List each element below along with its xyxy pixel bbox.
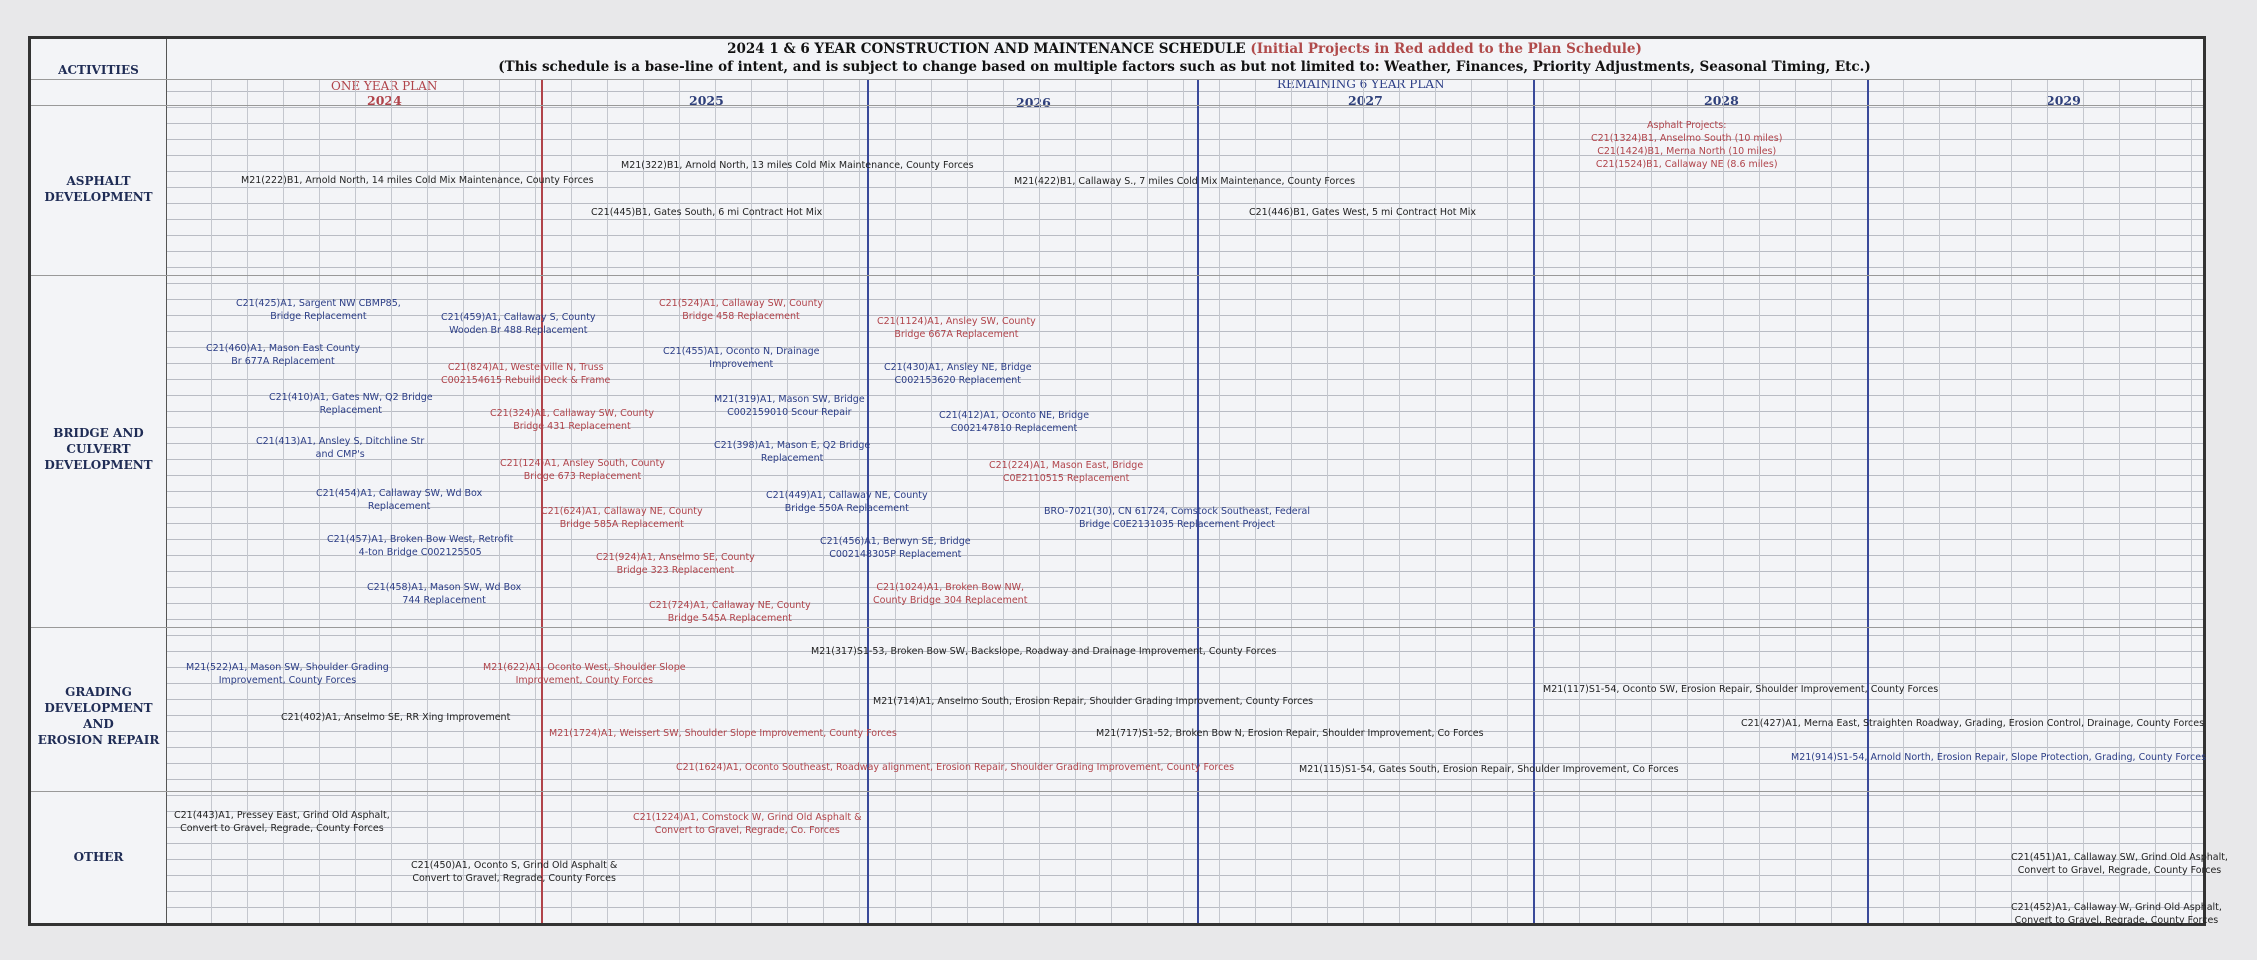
- year-divider-line: [1867, 79, 1869, 923]
- grid-row-line: [166, 635, 2203, 636]
- grid-col-line: [1939, 79, 1940, 923]
- project-label: C21(402)A1, Anselmo SE, RR Xing Improvement: [281, 712, 511, 723]
- title-text: 2024 1 & 6 YEAR CONSTRUCTION AND MAINTENANCE SCHEDULE: [727, 41, 1246, 57]
- project-line: Bridge C0E2131035 Replacement Project: [1079, 519, 1275, 530]
- grid-col-line: [1723, 79, 1724, 923]
- grid-row-line: [166, 811, 2203, 812]
- activity-other-line1: OTHER: [73, 850, 124, 864]
- bridge-project-label: [441, 361, 610, 387]
- project-line: M21(522)A1, Mason SW, Shoulder Grading: [186, 662, 389, 673]
- project-line: Replacement: [760, 453, 824, 464]
- grid-col-line: [1543, 79, 1544, 923]
- grid-row-line: [166, 427, 2203, 428]
- project-label: M21(914)S1-54, Arnold North, Erosion Repair, Slope Protection, Grading, County Forces: [1791, 752, 2207, 763]
- bridge-project-label: [649, 599, 811, 625]
- activity-asphalt-line1: ASPHALT: [66, 174, 131, 188]
- project-line: 4-ton Bridge C002125505: [358, 547, 482, 558]
- section-divider: [31, 105, 2203, 106]
- grid-col-line: [571, 79, 572, 923]
- grid-row-line: [166, 747, 2203, 748]
- project-line: Convert to Gravel, Regrade, County Forces: [180, 823, 384, 834]
- project-line: Replacement: [367, 501, 431, 512]
- project-line: M21(319)A1, Mason SW, Bridge: [714, 394, 865, 405]
- project-line: 744 Replacement: [402, 595, 486, 606]
- activity-bridge-line1: BRIDGE AND: [53, 426, 144, 440]
- activity-bridge-line3: DEVELOPMENT: [44, 458, 153, 472]
- asphalt-note-line: C21(1324)B1, Anselmo South (10 miles): [1591, 133, 1783, 144]
- bridge-project-label: [206, 342, 360, 368]
- grid-row-line: [166, 283, 2203, 284]
- grid-col-line: [1651, 79, 1652, 923]
- bridge-project-label: [939, 409, 1089, 435]
- project-line: C21(924)A1, Anselmo SE, County: [596, 552, 755, 563]
- project-label: [186, 661, 389, 687]
- grid-row-line: [166, 347, 2203, 348]
- project-line: C21(398)A1, Mason E, Q2 Bridge: [714, 440, 871, 451]
- grid-col-line: [1759, 79, 1760, 923]
- bridge-project-label: [316, 487, 482, 513]
- grid-col-line: [967, 79, 968, 923]
- project-line: Br 677A Replacement: [231, 356, 335, 367]
- project-line: C0E2110515 Replacement: [1002, 473, 1130, 484]
- project-label: C21(445)B1, Gates South, 6 mi Contract Hot Mix: [591, 207, 823, 218]
- grid-row-line: [166, 91, 2203, 92]
- project-line: Convert to Gravel, Regrade, County Forces: [2014, 915, 2219, 926]
- grid-row-line: [166, 411, 2203, 412]
- year-2024: 2024: [367, 93, 402, 108]
- year-divider-line: [1533, 79, 1535, 923]
- year-divider-line: [541, 79, 543, 923]
- grid-row-line: [166, 459, 2203, 460]
- grid-col-line: [1579, 79, 1580, 923]
- grid-col-line: [1003, 79, 1004, 923]
- grid-row-line: [166, 779, 2203, 780]
- grid-col-line: [1687, 79, 1688, 923]
- activity-grading: [31, 684, 166, 748]
- year-2027: 2027: [1348, 93, 1383, 108]
- project-line: C002153620 Replacement: [894, 375, 1022, 386]
- project-line: M21(622)A1, Oconto West, Shoulder Slope: [483, 662, 686, 673]
- project-label: M21(1724)A1, Weissert SW, Shoulder Slope Improvement, County Forces: [549, 728, 897, 739]
- project-line: C21(458)A1, Mason SW, Wd Box: [367, 582, 522, 593]
- project-label: C21(446)B1, Gates West, 5 mi Contract Hot Mix: [1249, 207, 1477, 218]
- bridge-project-label: [663, 345, 820, 371]
- project-line: C21(460)A1, Mason East County: [206, 343, 361, 354]
- bridge-project-label: [659, 297, 823, 323]
- year-2025: 2025: [689, 93, 724, 108]
- project-label: M21(717)S1-52, Broken Bow N, Erosion Repair, Shoulder Improvement, Co Forces: [1096, 728, 1484, 739]
- grid-col-line: [2119, 79, 2120, 923]
- bridge-project-label: [269, 391, 433, 417]
- project-line: Bridge Replacement: [270, 311, 367, 322]
- bridge-project-label: [490, 407, 654, 433]
- activity-bridge-line2: CULVERT: [66, 442, 131, 456]
- project-label: M21(222)B1, Arnold North, 14 miles Cold Mix Maintenance, County Forces: [241, 175, 594, 186]
- grid-col-line: [1507, 79, 1508, 923]
- project-label: M21(317)S1-53, Broken Bow SW, Backslope, Roadway and Drainage Improvement, County Forces: [811, 646, 1277, 657]
- grid-row-line: [166, 827, 2203, 828]
- grid-col-line: [283, 79, 284, 923]
- activity-asphalt: [31, 173, 166, 205]
- project-line: Bridge 458 Replacement: [682, 311, 800, 322]
- year-2028: 2028: [1704, 93, 1739, 108]
- grid-col-line: [499, 79, 500, 923]
- project-line: C21(456)A1, Berwyn SE, Bridge: [820, 536, 971, 547]
- bridge-project-label: [596, 551, 755, 577]
- project-line: C21(425)A1, Sargent NW CBMP85,: [236, 298, 401, 309]
- project-line: C002148305P Replacement: [829, 549, 962, 560]
- bridge-project-label: [367, 581, 521, 607]
- asphalt-note-line: C21(1524)B1, Callaway NE (8.6 miles): [1595, 159, 1778, 170]
- bridge-project-label: [884, 361, 1032, 387]
- activity-asphalt-line2: DEVELOPMENT: [44, 190, 153, 204]
- project-line: C21(457)A1, Broken Bow West, Retrofit: [327, 534, 514, 545]
- project-label: M21(322)B1, Arnold North, 13 miles Cold Mix Maintenance, County Forces: [621, 160, 974, 171]
- grid-col-line: [1039, 79, 1040, 923]
- activity-grading-line1: GRADING: [65, 685, 132, 699]
- grid-col-line: [2047, 79, 2048, 923]
- grid-row-line: [166, 475, 2203, 476]
- project-line: C21(452)A1, Callaway W, Grind Old Asphalt,: [2011, 902, 2222, 913]
- grid-row-line: [166, 139, 2203, 140]
- year-divider-line: [1197, 79, 1199, 923]
- project-line: C002154615 Rebuild Deck & Frame: [441, 375, 611, 386]
- grid-row-line: [166, 123, 2203, 124]
- project-line: Bridge 667A Replacement: [894, 329, 1019, 340]
- project-line: C002147810 Replacement: [950, 423, 1078, 434]
- bridge-project-label: [714, 393, 865, 419]
- section-divider: [31, 79, 2203, 80]
- grid-col-line: [2011, 79, 2012, 923]
- project-line: Replacement: [319, 405, 383, 416]
- project-label: [174, 809, 390, 835]
- grid-col-line: [1183, 79, 1184, 923]
- grid-row-line: [166, 843, 2203, 844]
- bridge-project-label: [714, 439, 870, 465]
- project-line: C21(443)A1, Pressey East, Grind Old Asphalt,: [174, 810, 390, 821]
- project-label: [411, 859, 617, 885]
- activity-other: [31, 849, 166, 865]
- grid-row-line: [166, 203, 2203, 204]
- grid-col-line: [1111, 79, 1112, 923]
- grid-col-line: [931, 79, 932, 923]
- bridge-project-label: [877, 315, 1036, 341]
- project-label: [2011, 851, 2228, 877]
- project-line: Bridge 550A Replacement: [784, 503, 909, 514]
- activity-grading-line2: DEVELOPMENT AND: [44, 701, 153, 731]
- schedule-title: [166, 41, 2203, 57]
- project-line: C21(1024)A1, Broken Bow NW,: [876, 582, 1025, 593]
- grid-col-line: [1795, 79, 1796, 923]
- project-label: M21(117)S1-54, Oconto SW, Erosion Repair, Shoulder Improvement, County Forces: [1543, 684, 1939, 695]
- grid-row-line: [166, 571, 2203, 572]
- project-label: M21(115)S1-54, Gates South, Erosion Repair, Shoulder Improvement, Co Forces: [1299, 764, 1679, 775]
- bridge-project-label: [989, 459, 1143, 485]
- bridge-project-label: [820, 535, 971, 561]
- grid-row-line: [166, 235, 2203, 236]
- title-note: (Initial Projects in Red added to the Plan Schedule): [1250, 41, 1642, 57]
- grid-col-line: [1831, 79, 1832, 923]
- grid-col-line: [247, 79, 248, 923]
- grid-col-line: [1615, 79, 1616, 923]
- project-line: C21(430)A1, Ansley NE, Bridge: [884, 362, 1032, 373]
- bridge-project-label: [541, 505, 703, 531]
- grid-row-line: [166, 251, 2203, 252]
- bridge-project-label: [873, 581, 1027, 607]
- project-line: C21(413)A1, Ansley S, Ditchline Str: [256, 436, 425, 447]
- grid-col-line: [1903, 79, 1904, 923]
- grid-col-line: [2155, 79, 2156, 923]
- project-line: C21(724)A1, Callaway NE, County: [649, 600, 811, 611]
- project-line: C21(455)A1, Oconto N, Drainage: [663, 346, 820, 357]
- project-line: C21(451)A1, Callaway SW, Grind Old Asphalt,: [2011, 852, 2228, 863]
- project-line: C002159010 Scour Repair: [727, 407, 852, 418]
- project-line: Wooden Br 488 Replacement: [449, 325, 588, 336]
- project-label: [483, 661, 686, 687]
- project-line: C21(124)A1, Ansley South, County: [500, 458, 665, 469]
- grid-row-line: [166, 267, 2203, 268]
- activity-bridge: [31, 425, 166, 473]
- project-line: Bridge 585A Replacement: [559, 519, 684, 530]
- project-line: C21(450)A1, Oconto S, Grind Old Asphalt &: [411, 860, 618, 871]
- project-label: C21(1624)A1, Oconto Southeast, Roadway alignment, Erosion Repair, Shoulder Grading Improvement, County Forces: [676, 762, 1235, 773]
- grid-row-line: [166, 219, 2203, 220]
- activities-header: [31, 62, 166, 78]
- project-label: M21(422)B1, Callaway S., 7 miles Cold Mix Maintenance, County Forces: [1014, 176, 1356, 187]
- grid-row-line: [166, 155, 2203, 156]
- asphalt-note-line: Asphalt Projects:: [1647, 120, 1727, 131]
- project-line: Bridge 323 Replacement: [616, 565, 735, 576]
- grid-row-line: [166, 107, 2203, 108]
- project-line: C21(410)A1, Gates NW, Q2 Bridge: [269, 392, 433, 403]
- project-line: C21(454)A1, Callaway SW, Wd Box: [316, 488, 483, 499]
- section-divider: [31, 627, 2203, 628]
- grid-row-line: [166, 907, 2203, 908]
- section-divider: [31, 791, 2203, 792]
- activity-grading-line3: EROSION REPAIR: [37, 733, 160, 747]
- bridge-project-label: [256, 435, 424, 461]
- project-line: Bridge 673 Replacement: [523, 471, 642, 482]
- asphalt-projects-note: [1591, 119, 1782, 171]
- one-year-plan-label: ONE YEAR PLAN: [331, 79, 438, 93]
- project-line: C21(224)A1, Mason East, Bridge: [989, 460, 1144, 471]
- asphalt-note-line: C21(1424)B1, Merna North (10 miles): [1597, 146, 1777, 157]
- project-line: C21(449)A1, Callaway NE, County: [766, 490, 928, 501]
- grid-row-line: [166, 795, 2203, 796]
- project-line: County Bridge 304 Replacement: [873, 595, 1028, 606]
- project-line: Convert to Gravel, Regrade, County Forces: [2017, 865, 2222, 876]
- grid-col-line: [211, 79, 212, 923]
- grid-col-line: [1975, 79, 1976, 923]
- grid-row-line: [166, 171, 2203, 172]
- project-label: M21(714)A1, Anselmo South, Erosion Repair, Shoulder Grading Improvement, County Forces: [873, 696, 1314, 707]
- project-line: C21(1224)A1, Comstock W, Grind Old Asphalt &: [633, 812, 862, 823]
- activities-header-label: ACTIVITIES: [58, 63, 139, 77]
- project-line: Improvement, County Forces: [515, 675, 654, 686]
- project-line: C21(459)A1, Callaway S, County: [441, 312, 596, 323]
- project-line: and CMP's: [315, 449, 365, 460]
- project-label: [2011, 901, 2222, 927]
- remaining-plan-label: REMAINING 6 YEAR PLAN: [1277, 77, 1445, 91]
- bridge-project-label: [236, 297, 401, 323]
- project-line: C21(412)A1, Oconto NE, Bridge: [939, 410, 1090, 421]
- schedule-subtitle: (This schedule is a base-line of intent, and is subject to change based on multiple factors such as but not limited to: Weather, Finances, Priority Adjustments, Seasonal Timing, Etc.): [498, 59, 1871, 75]
- year-2026: 2026: [1016, 95, 1051, 110]
- section-divider: [31, 275, 2203, 276]
- grid-col-line: [2083, 79, 2084, 923]
- grid-row-line: [166, 395, 2203, 396]
- project-line: C21(824)A1, Westerville N, Truss: [447, 362, 604, 373]
- grid-row-line: [166, 299, 2203, 300]
- year-2029: 2029: [2046, 93, 2081, 108]
- grid-row-line: [166, 619, 2203, 620]
- grid-row-line: [166, 667, 2203, 668]
- project-label: C21(427)A1, Merna East, Straighten Roadway, Grading, Erosion Control, Drainage, County Forces: [1741, 718, 2205, 729]
- grid-row-line: [166, 891, 2203, 892]
- project-line: Bridge 545A Replacement: [667, 613, 792, 624]
- project-line: Improvement, County Forces: [218, 675, 357, 686]
- project-line: Improvement: [709, 359, 774, 370]
- project-line: Convert to Gravel, Regrade, Co. Forces: [654, 825, 840, 836]
- project-line: Convert to Gravel, Regrade, County Forces: [412, 873, 616, 884]
- project-line: C21(1124)A1, Ansley SW, County: [877, 316, 1036, 327]
- grid-col-line: [1219, 79, 1220, 923]
- grid-col-line: [1147, 79, 1148, 923]
- project-line: C21(524)A1, Callaway SW, County: [659, 298, 823, 309]
- grid-col-line: [2191, 79, 2192, 923]
- grid-col-line: [1075, 79, 1076, 923]
- bridge-project-label: [500, 457, 665, 483]
- project-line: Bridge 431 Replacement: [513, 421, 631, 432]
- project-line: C21(624)A1, Callaway NE, County: [541, 506, 703, 517]
- grid-row-line: [166, 443, 2203, 444]
- bridge-project-label: [327, 533, 513, 559]
- schedule-sheet: [28, 36, 2228, 926]
- project-line: C21(324)A1, Callaway SW, County: [490, 408, 654, 419]
- bridge-project-label: [441, 311, 596, 337]
- project-label: [633, 811, 862, 837]
- bridge-project-label: [766, 489, 928, 515]
- project-line: BRO-7021(30), CN 61724, Comstock Southeast, Federal: [1044, 506, 1310, 517]
- bridge-project-label: [1044, 505, 1310, 531]
- grid-col-line: [535, 79, 536, 923]
